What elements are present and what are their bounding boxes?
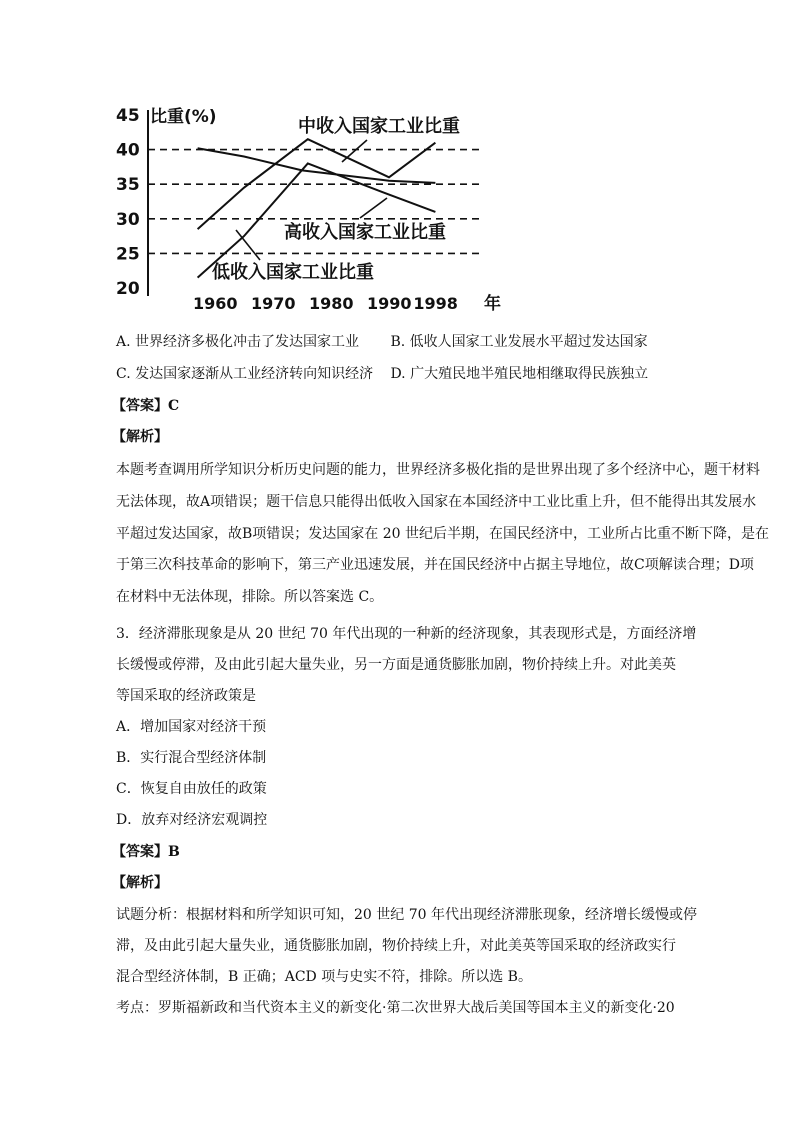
q2-analysis-line-3: 平超过发达国家，故B项错误；发达国家在 20 世纪后半期，在国民经济中，工业所占比重不断下降，是在 xyxy=(116,526,770,542)
q2-options-row-1 xyxy=(116,332,648,352)
q2-analysis-line-4: 于第三次科技革命的影响下，第三产业迅速发展，并在国民经济中占据主导地位，故C项解读合理；D项 xyxy=(116,557,754,573)
industry-share-chart xyxy=(112,100,512,315)
annotation-label-1: 中收入国家工业比重 xyxy=(298,116,460,137)
q2-analysis-line-2: 无法体现，故A项错误；题干信息只能得出低收入国家在本国经济中工业比重上升，但不能得出其发展水 xyxy=(116,494,757,510)
annotation-leader-1 xyxy=(342,140,367,162)
q3-answer: 【答案】B xyxy=(112,844,180,860)
q2-analysis-line-5: 在材料中无法体现，排除。所以答案选 C。 xyxy=(116,589,384,605)
q2-analysis-label: 【解析】 xyxy=(112,429,168,445)
annotation-leader-3 xyxy=(236,230,260,260)
q2-option-b: B. 低收人国家工业发展水平超过发达国家 xyxy=(390,334,648,350)
y-tick-40: 40 xyxy=(116,140,140,161)
q3-stem-line-1: 3．经济滞胀现象是从 20 世纪 70 年代出现的一种新的经济现象，其表现形式是，方面经济增 xyxy=(116,626,697,642)
q3-option-b: B．实行混合型经济体制 xyxy=(116,750,267,766)
q2-answer: 【答案】C xyxy=(112,398,180,414)
y-tick-30: 30 xyxy=(116,209,140,230)
y-tick-45: 45 xyxy=(116,106,140,126)
x-axis-label: 年 xyxy=(484,294,501,314)
q3-analysis-line-2: 滞，及由此引起大量失业，通货膨胀加剧，物价持续上升，对此美英等国采取的经济政实行 xyxy=(116,938,676,954)
x-tick-1970: 1970 xyxy=(251,294,296,313)
q3-kaodian: 考点：罗斯福新政和当代资本主义的新变化·第二次世界大战后美国等国本主义的新变化·20 xyxy=(116,1000,675,1016)
q3-stem-line-2: 长缓慢或停滞，及由此引起大量失业，另一方面是通货膨胀加剧，物价持续上升。对此美英 xyxy=(116,657,676,673)
annotation-label-2: 高收入国家工业比重 xyxy=(284,222,446,243)
q3-stem-line-3: 等国采取的经济政策是 xyxy=(116,688,256,704)
y-axis-label: 比重(%) xyxy=(150,107,217,127)
y-tick-20: 20 xyxy=(116,279,140,299)
annotation-label-3: 低收入国家工业比重 xyxy=(212,262,374,283)
x-tick-1990: 1990 xyxy=(367,294,412,313)
q3-option-a: A．增加国家对经济干预 xyxy=(116,719,267,735)
q3-analysis-line-3: 混合型经济体制，B 正确；ACD 项与史实不符，排除。所以选 B。 xyxy=(116,969,532,985)
x-tick-1998: 1998 xyxy=(413,294,458,313)
x-tick-1980: 1980 xyxy=(309,294,354,313)
q3-option-d: D．放弃对经济宏观调控 xyxy=(116,812,268,828)
chart-svg xyxy=(112,100,512,315)
y-tick-25: 25 xyxy=(116,244,140,265)
q2-options-row-2 xyxy=(116,364,648,384)
q3-option-c: C．恢复自由放任的政策 xyxy=(116,781,267,797)
q2-option-c: C. 发达国家逐渐从工业经济转向知识经济 xyxy=(116,366,374,382)
annotation-leader-2 xyxy=(360,198,387,218)
q3-analysis-line-1: 试题分析：根据材料和所学知识可知，20 世纪 70 年代出现经济滞胀现象，经济增长缓慢或停 xyxy=(116,907,697,923)
y-tick-35: 35 xyxy=(116,175,140,196)
series-line-2 xyxy=(198,148,436,183)
q2-option-d: D. 广大殖民地半殖民地相继取得民族独立 xyxy=(390,366,649,382)
q2-option-a: A. 世界经济多极化冲击了发达国家工业 xyxy=(116,334,360,350)
x-tick-1960: 1960 xyxy=(193,294,238,313)
q2-analysis-line-1: 本题考查调用所学知识分析历史问题的能力，世界经济多极化指的是世界出现了多个经济中心，题干材料 xyxy=(116,462,760,478)
q3-analysis-label: 【解析】 xyxy=(112,875,168,891)
